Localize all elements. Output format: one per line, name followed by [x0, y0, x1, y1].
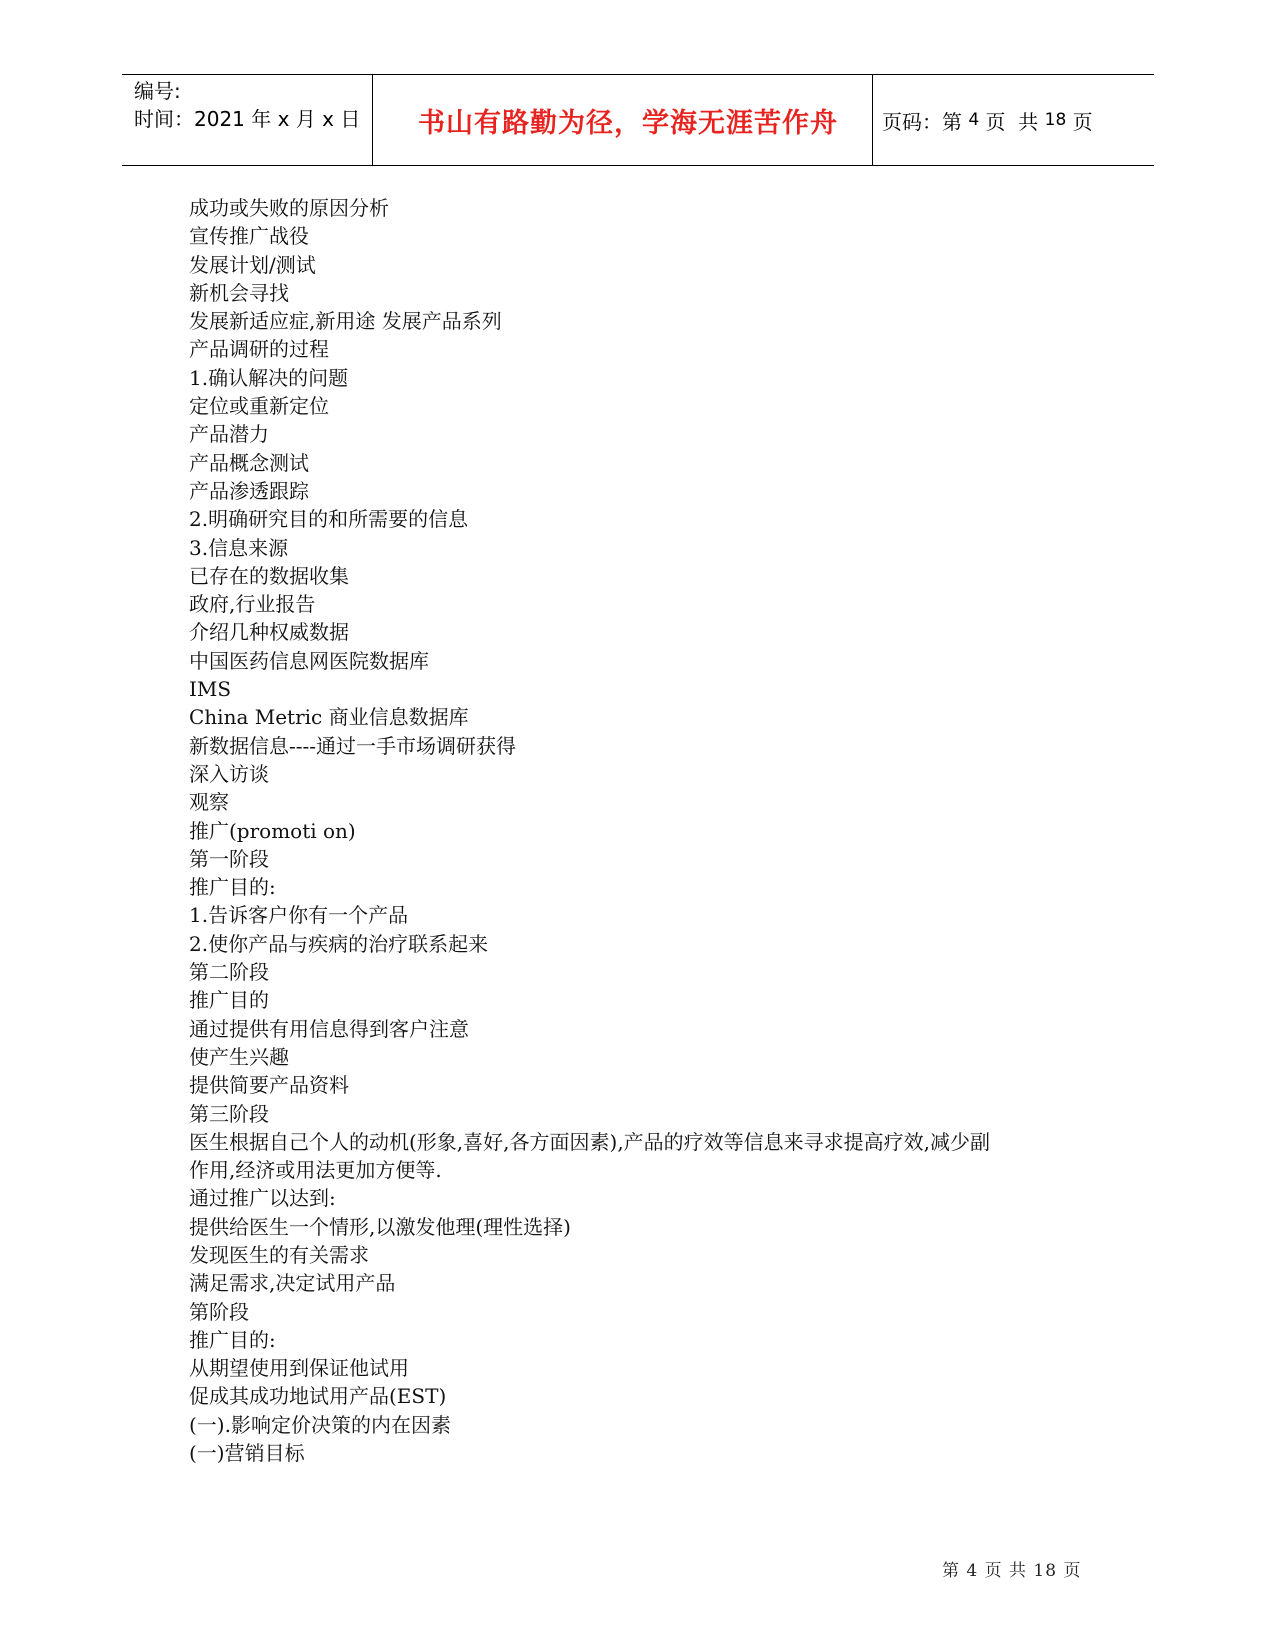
body-line: China Metric 商业信息数据库: [189, 705, 469, 730]
serial-number-label: 编号:: [134, 79, 181, 103]
body-line: 中国医药信息网医院数据库: [189, 648, 429, 673]
body-line: 2.使你产品与疾病的治疗联系起来: [189, 931, 489, 956]
body-line: 已存在的数据收集: [189, 563, 349, 588]
body-line: 通过提供有用信息得到客户注意: [189, 1016, 469, 1041]
body-line: 定位或重新定位: [189, 394, 329, 419]
body-line: 产品概念测试: [189, 450, 309, 475]
body-line: 介绍几种权威数据: [189, 620, 349, 645]
body-line: 1.确认解决的问题: [189, 365, 349, 390]
body-line: 第一阶段: [189, 846, 269, 871]
body-line: (一).影响定价决策的内在因素: [189, 1412, 451, 1437]
body-line: 医生根据自己个人的动机(形象,喜好,各方面因素),产品的疗效等信息来寻求提高疗效,减少副: [189, 1129, 991, 1154]
page-footer: 第 4 页 共 18 页: [942, 1561, 1082, 1581]
header-divider-left: [372, 75, 373, 165]
body-line: (一)营销目标: [189, 1441, 305, 1466]
body-line: 从期望使用到保证他试用: [189, 1356, 409, 1381]
body-line: 2.明确研究目的和所需要的信息: [189, 507, 469, 532]
page-header: [122, 74, 1154, 166]
page-current-number: 4: [968, 110, 980, 130]
body-line: 推广目的: [189, 988, 269, 1013]
body-line: IMS: [189, 677, 232, 702]
header-divider-right: [872, 75, 873, 165]
body-line: 发现医生的有关需求: [189, 1242, 369, 1267]
document-body: [189, 194, 1089, 1467]
date-label: 时间：2021 年 x 月 x 日: [134, 107, 361, 131]
page-suffix: 页: [1066, 109, 1093, 134]
body-line: 提供给医生一个情形,以激发他理(理性选择): [189, 1214, 571, 1239]
body-line: 深入访谈: [189, 761, 269, 786]
body-line: 通过推广以达到:: [189, 1186, 336, 1211]
body-line: 新数据信息----通过一手市场调研获得: [189, 733, 517, 758]
body-line: 发展计划/测试: [189, 252, 316, 277]
body-line: 宣传推广战役: [189, 224, 309, 249]
body-line: 3.信息来源: [189, 535, 289, 560]
body-line: 新机会寻找: [189, 280, 289, 305]
body-line: 观察: [189, 790, 229, 815]
body-line: 作用,经济或用法更加方便等.: [189, 1158, 442, 1183]
header-page-indicator: [882, 75, 1093, 165]
body-line: 第二阶段: [189, 960, 269, 985]
body-line: 推广目的:: [189, 875, 276, 900]
body-line: 使产生兴趣: [189, 1044, 289, 1069]
body-line: 第三阶段: [189, 1101, 269, 1126]
body-line: 1.告诉客户你有一个产品: [189, 903, 409, 928]
page-total-number: 18: [1044, 110, 1067, 130]
body-line: 推广(promoti on): [189, 818, 356, 843]
body-line: 第阶段: [189, 1299, 249, 1324]
body-line: 产品调研的过程: [189, 337, 329, 362]
header-motto: 书山有路勤为径，学海无涯苦作舟: [418, 107, 838, 139]
body-line: 发展新适应症,新用途 发展产品系列: [189, 309, 502, 334]
body-line: 成功或失败的原因分析: [189, 196, 389, 220]
body-line: 政府,行业报告: [189, 592, 316, 617]
header-meta: [134, 77, 360, 133]
body-line: 产品潜力: [189, 422, 269, 447]
page-middle: 页 共: [979, 109, 1045, 134]
body-line: 推广目的:: [189, 1327, 276, 1352]
page-prefix: 页码：第: [882, 109, 969, 134]
body-line: 产品渗透跟踪: [189, 478, 309, 503]
body-line: 提供简要产品资料: [189, 1073, 349, 1098]
body-line: 满足需求,决定试用产品: [189, 1271, 396, 1296]
body-line: 促成其成功地试用产品(EST): [189, 1384, 447, 1409]
